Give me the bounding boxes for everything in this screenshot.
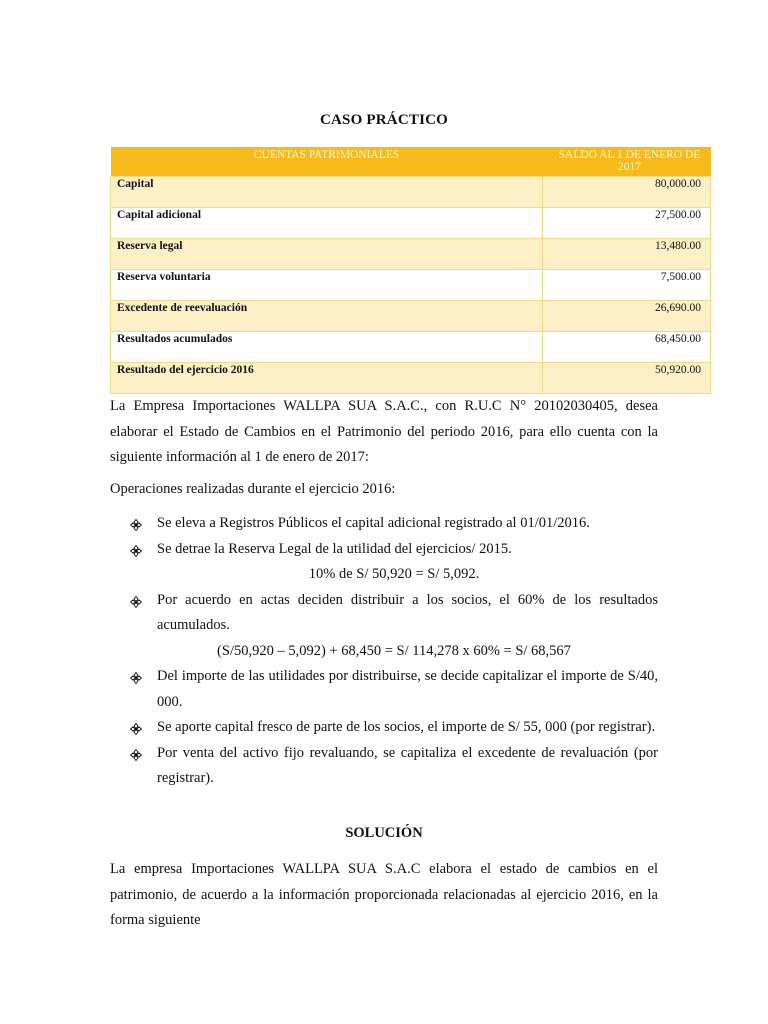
account-name: Excedente de reevaluación: [111, 301, 543, 332]
table-header-row: [111, 147, 711, 177]
list-item: [130, 741, 658, 792]
table-row: [111, 332, 711, 363]
account-balance: 68,450.00: [543, 332, 711, 363]
operations-heading: Operaciones realizadas durante el ejercicio 2016:: [110, 481, 396, 497]
list-item: [130, 511, 658, 537]
operation-text: Por acuerdo en actas deciden distribuir a los socios, el 60% de los resultados acumulados.: [157, 591, 658, 633]
intro-paragraph: La Empresa Importaciones WALLPA SUA S.A.C., con R.U.C N° 20102030405, desea elaborar el Estado de Cambios en el Patrimonio del periodo 2016, para ello cuenta con la siguiente información al 1 de enero de 2017:: [110, 398, 658, 465]
accounts-table: [110, 147, 711, 394]
operations-list: [130, 511, 658, 792]
table-row: [111, 208, 711, 239]
table-row: [111, 363, 711, 394]
table-row: [111, 270, 711, 301]
diamond-bullet-icon: [130, 519, 142, 531]
account-name: Resultados acumulados: [111, 332, 543, 363]
diamond-bullet-icon: [130, 596, 142, 608]
account-balance: 27,500.00: [543, 208, 711, 239]
diamond-bullet-icon: [130, 749, 142, 761]
diamond-bullet-icon: [130, 545, 142, 557]
list-item: [130, 537, 658, 588]
column-header-balance: SALDO AL 1 DE ENERO DE 2017: [543, 147, 711, 177]
list-item: [130, 715, 658, 741]
table-row: [111, 301, 711, 332]
operation-text: Por venta del activo fijo revaluando, se capitaliza el excedente de revaluación (por registrar).: [157, 744, 658, 786]
operation-text: Del importe de las utilidades por distribuirse, se decide capitalizar el importe de S/40, 000.: [157, 668, 658, 710]
account-balance: 13,480.00: [543, 239, 711, 270]
account-name: Resultado del ejercicio 2016: [111, 363, 543, 394]
diamond-bullet-icon: [130, 723, 142, 735]
solution-heading: SOLUCIÓN: [345, 825, 423, 841]
operation-text: Se aporte capital fresco de parte de los socios, el importe de S/ 55, 000 (por registrar).: [157, 719, 656, 735]
account-balance: 26,690.00: [543, 301, 711, 332]
diamond-bullet-icon: [130, 672, 142, 684]
operation-text: Se eleva a Registros Públicos el capital adicional registrado al 01/01/2016.: [157, 515, 590, 531]
account-name: Capital adicional: [111, 208, 543, 239]
column-header-accounts: CUENTAS PATRIMONIALES: [111, 147, 543, 177]
page-title: CASO PRÁCTICO: [319, 112, 449, 128]
operation-text: Se detrae la Reserva Legal de la utilidad del ejercicios/ 2015.: [157, 540, 512, 557]
list-item: [130, 588, 658, 665]
list-item: [130, 664, 658, 715]
operation-formula: 10% de S/ 50,920 = S/ 5,092.: [308, 566, 480, 582]
table-row: [111, 177, 711, 208]
table-row: [111, 239, 711, 270]
account-name: Capital: [111, 177, 543, 208]
account-balance: 50,920.00: [543, 363, 711, 394]
account-balance: 80,000.00: [543, 177, 711, 208]
account-name: Reserva voluntaria: [111, 270, 543, 301]
solution-paragraph: La empresa Importaciones WALLPA SUA S.A.C elabora el estado de cambios en el patrimonio, de acuerdo a la información proporcionada relacionadas al ejercicio 2016, en la forma siguiente: [110, 861, 658, 928]
account-balance: 7,500.00: [543, 270, 711, 301]
account-name: Reserva legal: [111, 239, 543, 270]
operation-formula: (S/50,920 – 5,092) + 68,450 = S/ 114,278 x 60% = S/ 68,567: [217, 642, 571, 659]
